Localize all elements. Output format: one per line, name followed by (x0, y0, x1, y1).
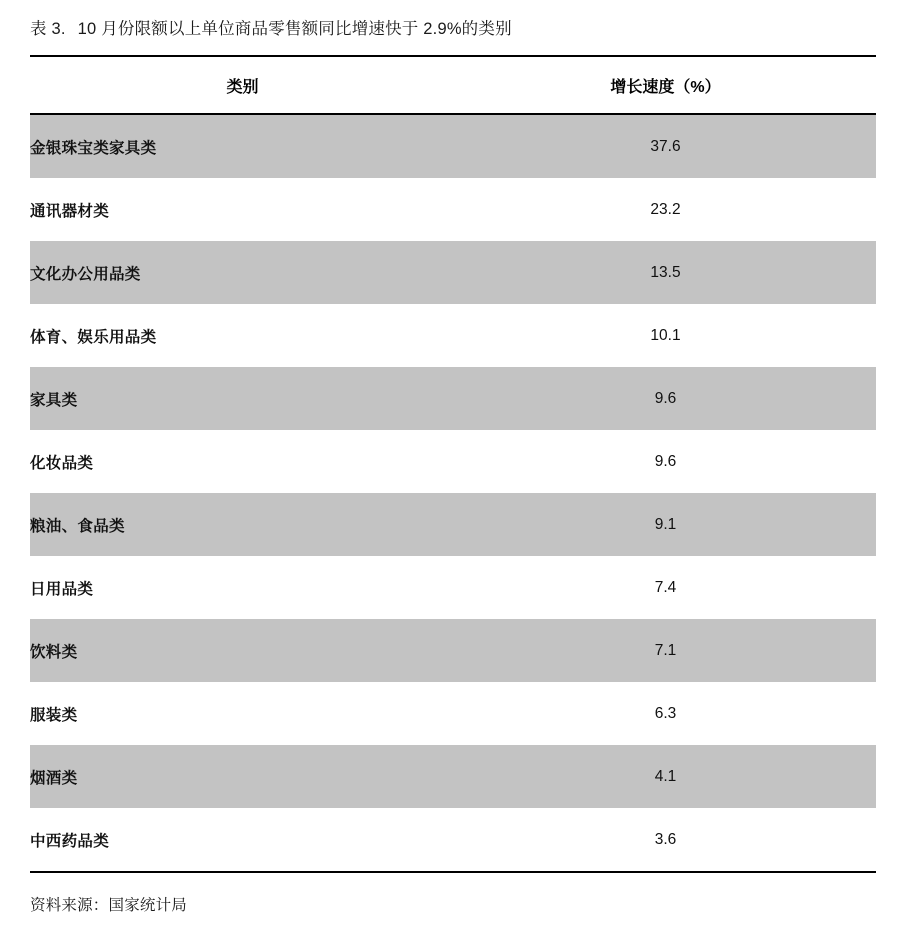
source-note: 资料来源：国家统计局 (30, 897, 188, 915)
table-header (30, 56, 876, 114)
cell-value: 13.5 (455, 241, 876, 304)
cell-category: 化妆品类 (30, 430, 455, 493)
cell-value: 4.1 (455, 745, 876, 808)
cell-category: 粮油、食品类 (30, 493, 455, 556)
table-row (30, 367, 876, 430)
table-caption-text: 10 月份限额以上单位商品零售额同比增速快于 2.9%的类别 (77, 20, 512, 38)
cell-category: 服装类 (30, 682, 455, 745)
cell-category: 金银珠宝类家具类 (30, 114, 455, 178)
cell-value: 3.6 (455, 808, 876, 871)
table-row (30, 114, 876, 178)
cell-value: 6.3 (455, 682, 876, 745)
cell-category: 烟酒类 (30, 745, 455, 808)
table-row (30, 556, 876, 619)
cell-category: 通讯器材类 (30, 178, 455, 241)
cell-value: 23.2 (455, 178, 876, 241)
cell-value: 9.6 (455, 430, 876, 493)
column-header-category: 类别 (30, 56, 455, 114)
cell-value: 7.1 (455, 619, 876, 682)
cell-value: 9.1 (455, 493, 876, 556)
column-header-growth: 增长速度（%） (455, 56, 876, 114)
table-row (30, 682, 876, 745)
cell-value: 37.6 (455, 114, 876, 178)
table-body (30, 114, 876, 871)
cell-category: 家具类 (30, 367, 455, 430)
table-caption (30, 0, 876, 55)
table-row (30, 304, 876, 367)
table-row (30, 808, 876, 871)
cell-value: 9.6 (455, 367, 876, 430)
cell-value: 10.1 (455, 304, 876, 367)
table-row (30, 430, 876, 493)
table-row (30, 241, 876, 304)
table-row (30, 178, 876, 241)
retail-growth-table (30, 55, 876, 871)
table-row (30, 745, 876, 808)
cell-category: 文化办公用品类 (30, 241, 455, 304)
cell-category: 日用品类 (30, 556, 455, 619)
cell-category: 体育、娱乐用品类 (30, 304, 455, 367)
table-caption-label: 表 3. (30, 20, 66, 38)
cell-value: 7.4 (455, 556, 876, 619)
cell-category: 饮料类 (30, 619, 455, 682)
table-row (30, 619, 876, 682)
table-row (30, 493, 876, 556)
table-header-row (30, 56, 876, 114)
cell-category: 中西药品类 (30, 808, 455, 871)
